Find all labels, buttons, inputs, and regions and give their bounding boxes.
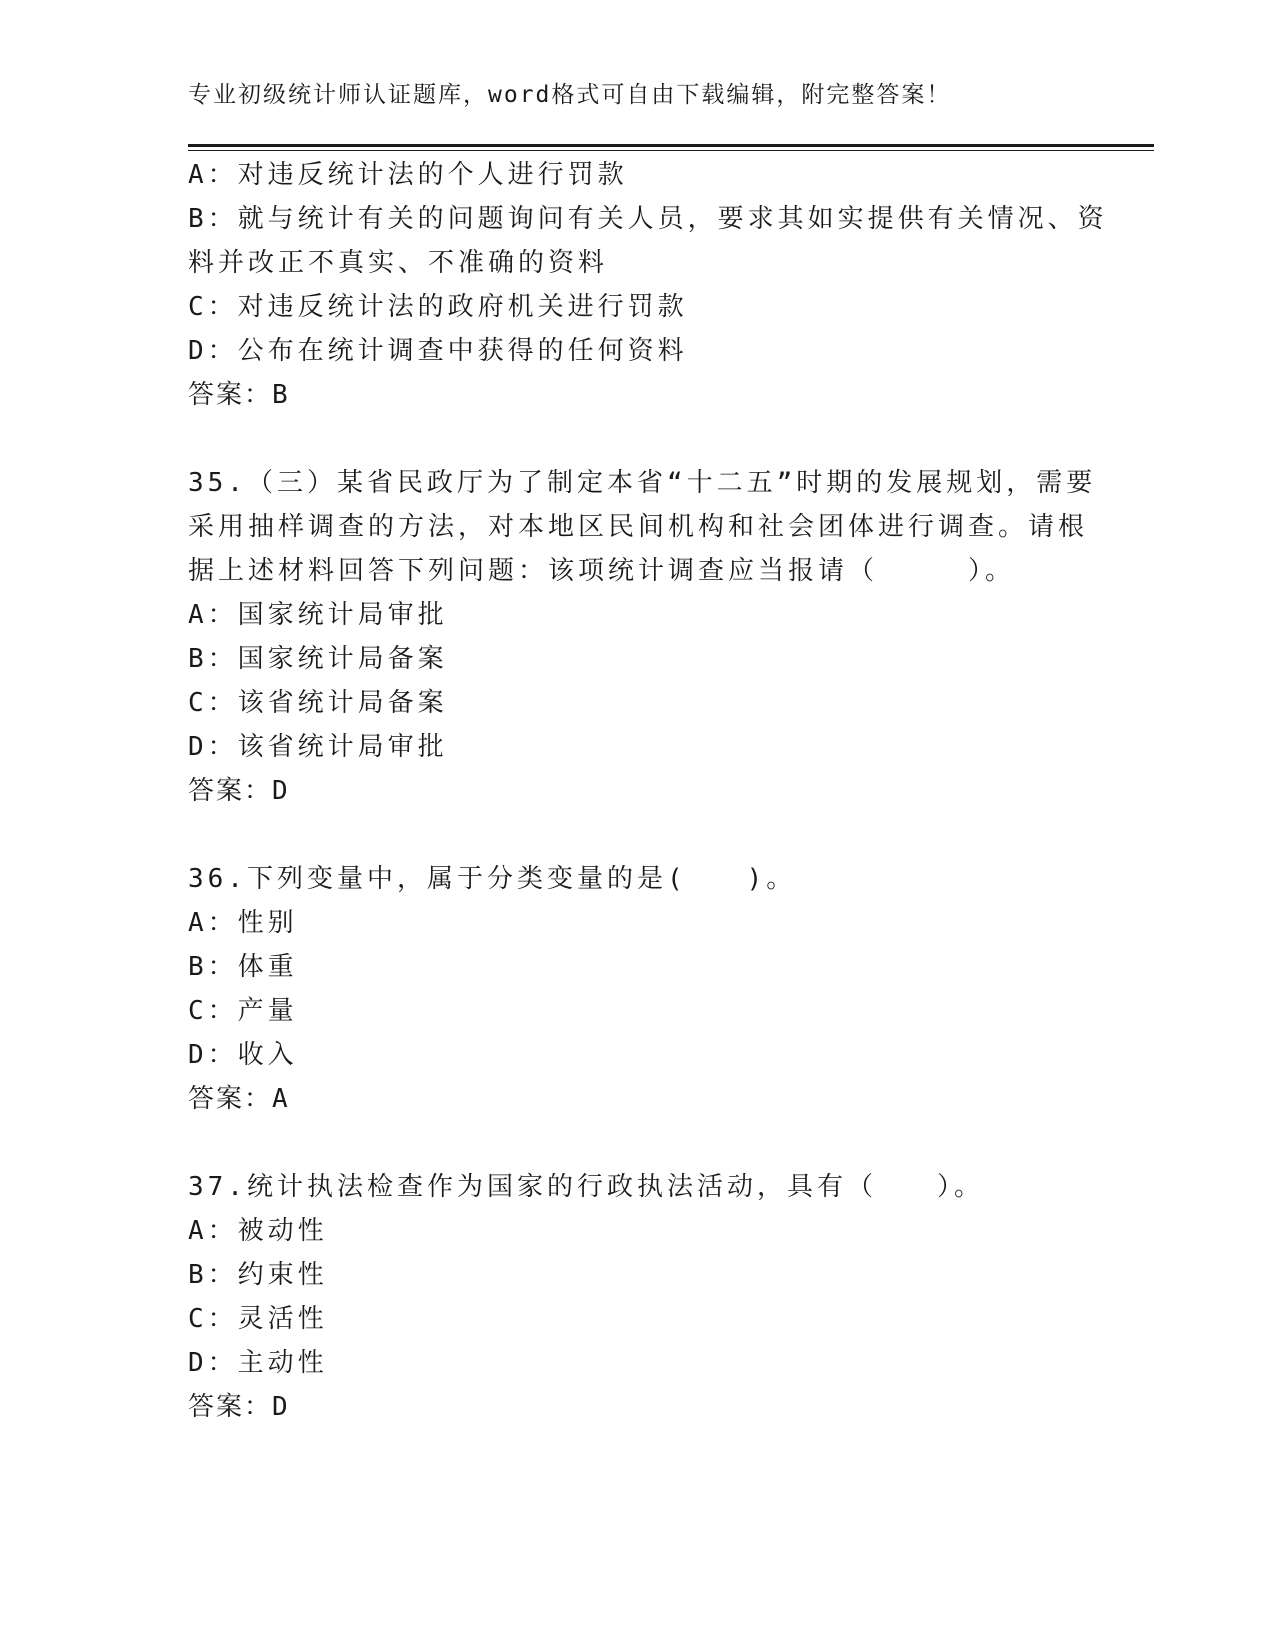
header-rule-thin [188, 150, 1154, 151]
q34-option-b-cont: 料并改正不真实、不准确的资料 [188, 248, 609, 278]
q35-option-b: B：国家统计局备案 [188, 644, 448, 674]
q37-answer: 答案：D [188, 1392, 290, 1422]
q35-answer: 答案：D [188, 776, 290, 806]
q37-option-c: C：灵活性 [188, 1304, 328, 1334]
q35-option-d: D：该省统计局审批 [188, 732, 448, 762]
q35-option-c: C：该省统计局备案 [188, 688, 448, 718]
q36-option-b: B：体重 [188, 952, 298, 982]
q35-stem-line2: 采用抽样调查的方法，对本地区民间机构和社会团体进行调查。请根 [188, 512, 1089, 542]
q37-option-a: A：被动性 [188, 1216, 328, 1246]
q36-option-c: C：产量 [188, 996, 298, 1026]
q34-option-b: B：就与统计有关的问题询问有关人员，要求其如实提供有关情况、资 [188, 204, 1108, 234]
q35-stem-line1: 35.（三）某省民政厅为了制定本省“十二五”时期的发展规划，需要 [188, 468, 1097, 498]
q34-option-d: D：公布在统计调查中获得的任何资料 [188, 336, 688, 366]
header-rule-thick [188, 144, 1154, 147]
q36-stem: 36.下列变量中，属于分类变量的是( )。 [188, 864, 797, 894]
q35-stem-line3: 据上述材料回答下列问题：该项统计调查应当报请（ ）。 [188, 556, 1016, 586]
q35-option-a: A：国家统计局审批 [188, 600, 448, 630]
q37-option-d: D：主动性 [188, 1348, 328, 1378]
page-header: 专业初级统计师认证题库，word格式可自由下载编辑，附完整答案！ [188, 82, 952, 108]
q37-stem: 37.统计执法检查作为国家的行政执法活动，具有（ ）。 [188, 1172, 984, 1202]
q34-answer: 答案：B [188, 380, 290, 410]
q36-option-d: D：收入 [188, 1040, 298, 1070]
q37-option-b: B：约束性 [188, 1260, 328, 1290]
q36-answer: 答案：A [188, 1084, 290, 1114]
q34-option-c: C：对违反统计法的政府机关进行罚款 [188, 292, 688, 322]
q36-option-a: A：性别 [188, 908, 298, 938]
q34-option-a: A：对违反统计法的个人进行罚款 [188, 160, 628, 190]
